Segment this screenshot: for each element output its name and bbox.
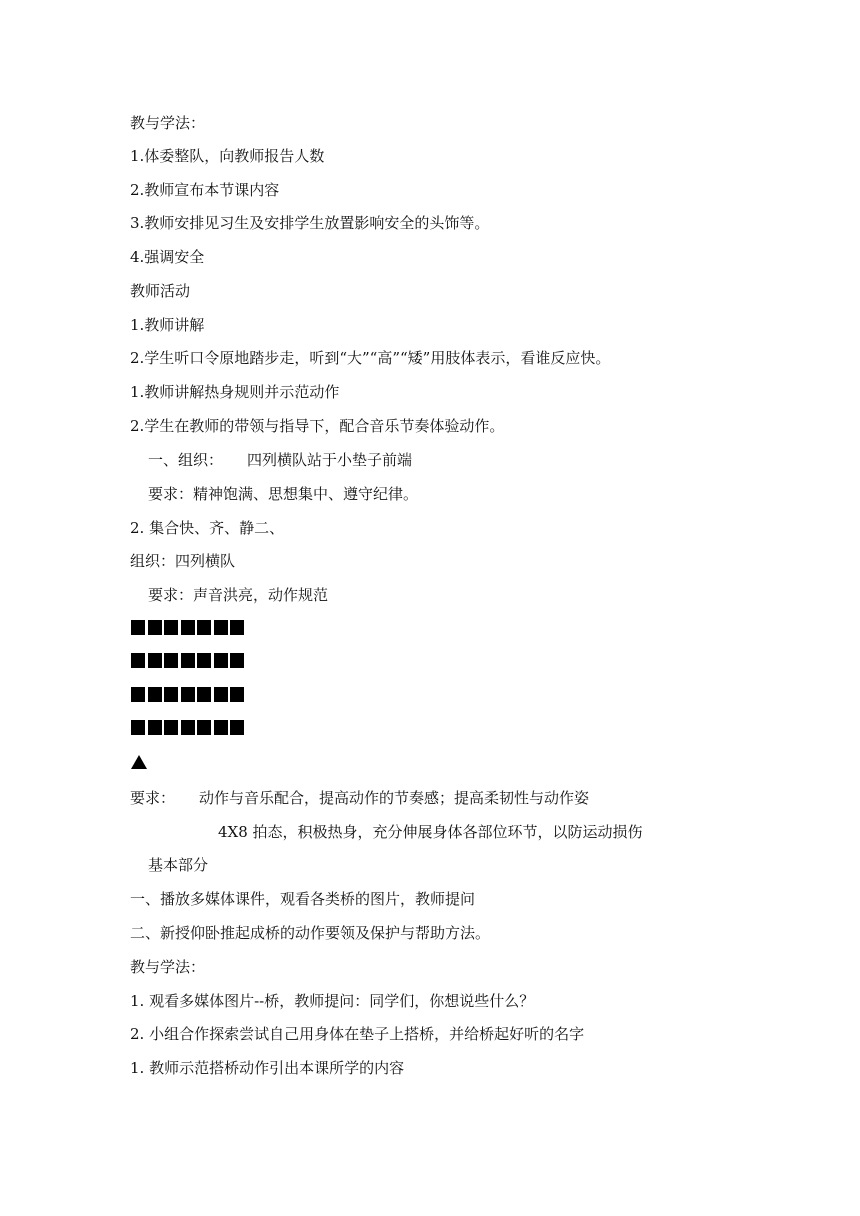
square-icon — [181, 653, 195, 668]
heading-teaching-method: 教与学法： — [130, 114, 206, 132]
square-icon — [214, 653, 228, 668]
square-icon — [230, 653, 244, 668]
heading-teaching-method: 教与学法： — [130, 958, 206, 976]
square-icon — [214, 720, 228, 735]
square-icon — [181, 687, 195, 702]
organization-label: 一、组织： — [148, 451, 224, 469]
text-line: 2.学生在教师的带领与指导下，配合音乐节奏体验动作。 — [130, 417, 505, 435]
square-icon — [148, 687, 162, 702]
text-line: 2. 集合快、齐、静二、 — [130, 519, 285, 537]
text-line: 2.教师宣布本节课内容 — [130, 181, 280, 199]
requirement-label: 要求： — [130, 789, 176, 807]
square-icon — [131, 653, 145, 668]
square-icon — [181, 620, 195, 635]
square-icon — [164, 620, 178, 635]
square-icon — [214, 687, 228, 702]
square-icon — [131, 720, 145, 735]
square-icon — [197, 720, 211, 735]
square-icon — [148, 653, 162, 668]
text-line: 二、新授仰卧推起成桥的动作要领及保护与帮助方法。 — [130, 924, 491, 942]
heading-teacher-activity: 教师活动 — [130, 282, 191, 300]
requirement-line: 要求：精神饱满、思想集中、遵守纪律。 — [148, 485, 419, 503]
organization-text: 四列横队站于小垫子前端 — [247, 451, 413, 469]
square-icon — [230, 720, 244, 735]
text-line: 组织：四列横队 — [130, 552, 236, 570]
text-line: 1. 教师示范搭桥动作引出本课所学的内容 — [130, 1059, 405, 1077]
text-line: 1.教师讲解热身规则并示范动作 — [130, 383, 340, 401]
square-icon — [197, 653, 211, 668]
triangle-icon — [131, 755, 147, 769]
formation-row — [131, 653, 244, 669]
text-line: 4.强调安全 — [130, 248, 205, 266]
square-icon — [230, 687, 244, 702]
text-line: 3.教师安排见习生及安排学生放置影响安全的头饰等。 — [130, 214, 490, 232]
requirement-line — [130, 788, 589, 808]
formation-row — [131, 720, 244, 736]
square-icon — [164, 687, 178, 702]
square-icon — [230, 620, 244, 635]
requirement-line: 要求：声音洪亮，动作规范 — [148, 586, 329, 604]
square-icon — [131, 687, 145, 702]
text-line: 一、播放多媒体课件，观看各类桥的图片，教师提问 — [130, 890, 476, 908]
text-line: 1.教师讲解 — [130, 316, 205, 334]
square-icon — [197, 687, 211, 702]
square-icon — [148, 720, 162, 735]
heading-basic-part: 基本部分 — [148, 856, 209, 874]
text-line: 1. 观看多媒体图片--桥，教师提问：同学们，你想说些什么？ — [130, 992, 535, 1010]
text-line: 4X8 拍态，积极热身，充分伸展身体各部位环节，以防运动损伤 — [218, 823, 643, 841]
square-icon — [214, 620, 228, 635]
square-icon — [181, 720, 195, 735]
formation-row — [131, 687, 244, 703]
square-icon — [148, 620, 162, 635]
square-icon — [197, 620, 211, 635]
square-icon — [131, 620, 145, 635]
text-line: 2.学生听口令原地踏步走，听到“大”“高”“矮”用肢体表示，看谁反应快。 — [130, 349, 611, 367]
square-icon — [164, 720, 178, 735]
formation-row — [131, 620, 244, 636]
text-line: 2. 小组合作探索尝试自己用身体在垫子上搭桥，并给桥起好听的名字 — [130, 1025, 585, 1043]
square-icon — [164, 653, 178, 668]
requirement-text: 动作与音乐配合，提高动作的节奏感；提高柔韧性与动作姿 — [199, 789, 590, 807]
organization-line — [148, 450, 412, 470]
text-line: 1.体委整队，向教师报告人数 — [130, 147, 325, 165]
